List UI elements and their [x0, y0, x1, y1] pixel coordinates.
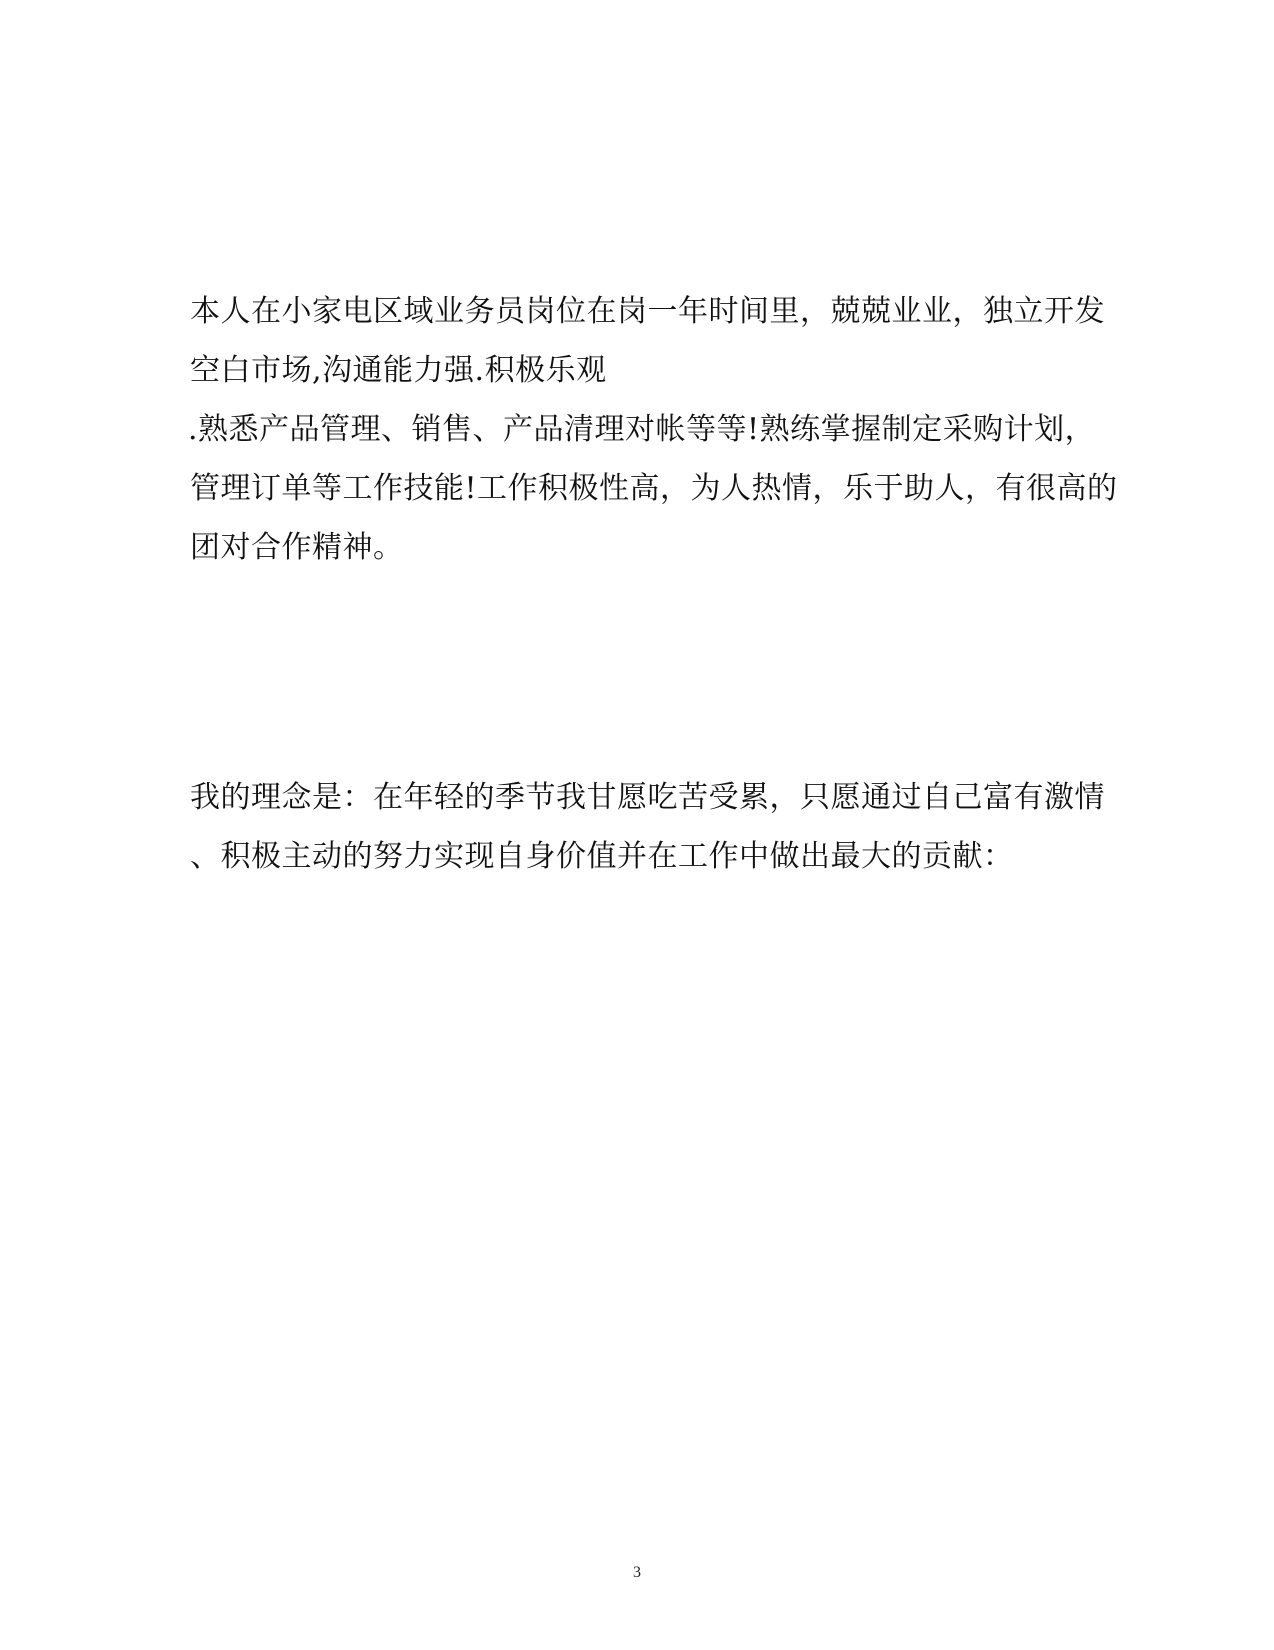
- paragraph-1-line-1: 本人在小家电区域业务员岗位在岗一年时间里，兢兢业业，独立开发: [190, 294, 1105, 329]
- paragraph-2-line-1: 我的理念是：在年轻的季节我甘愿吃苦受累，只愿通过自己富有激情: [190, 780, 1105, 815]
- paragraph-1-line-2: 空白市场,沟通能力强.积极乐观: [190, 353, 607, 388]
- paragraph-1-line-4: 管理订单等工作技能!工作积极性高，为人热情，乐于助人，有很高的: [190, 471, 1118, 506]
- paragraph-1-line-3: .熟悉产品管理、销售、产品清理对帐等等!熟练掌握制定采购计划，: [188, 412, 1096, 447]
- paragraph-2-line-2: 、积极主动的努力实现自身价值并在工作中做出最大的贡献：: [190, 839, 1014, 874]
- paragraph-1-line-5: 团对合作精神。: [190, 530, 404, 565]
- page-number: 3: [633, 1564, 641, 1581]
